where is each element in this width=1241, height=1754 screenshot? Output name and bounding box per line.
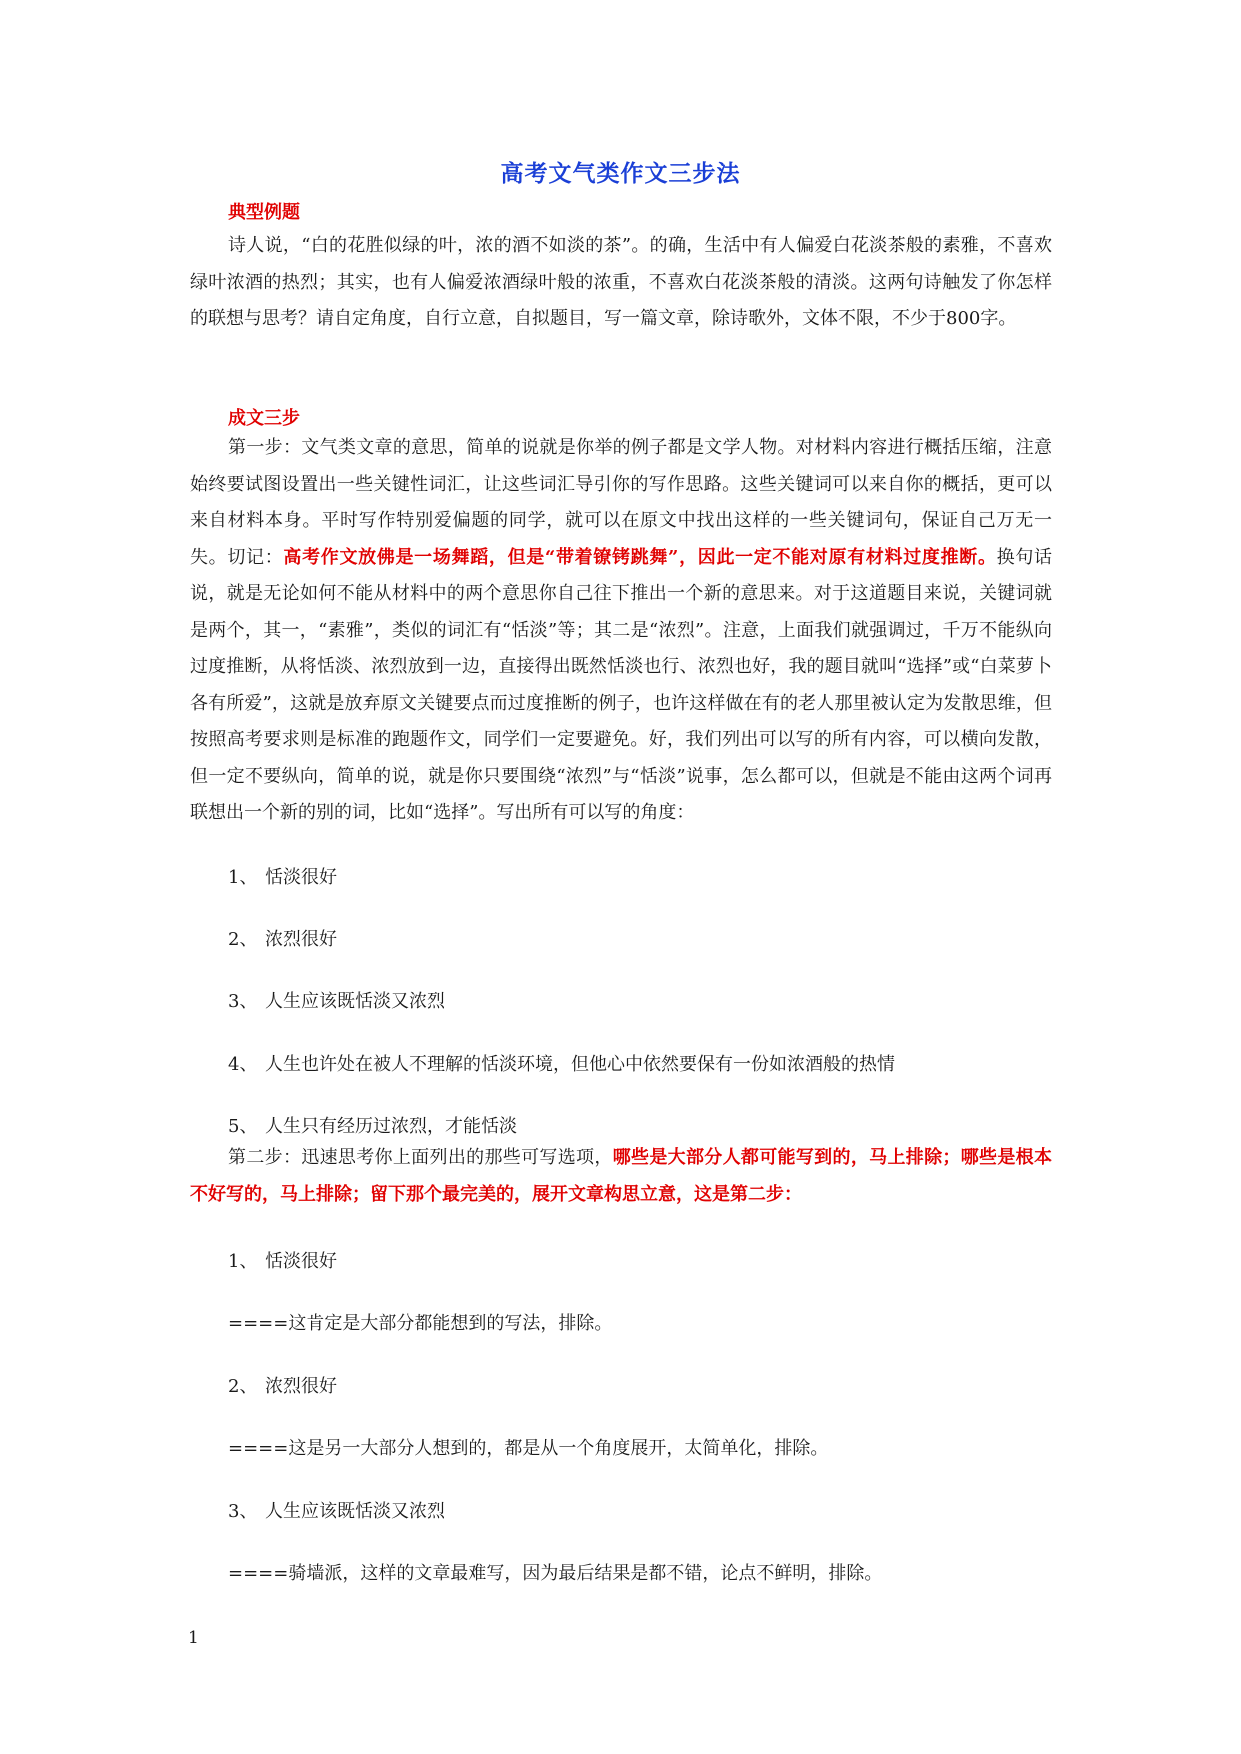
step1-text: 第一步：文气类文章的意思，简单的说就是你举的例子都是文学人物。对材料内容进行概括压缩，注意始终要试图设置出一些关键性词汇，让这些词汇导引你的写作思路。这些关键词可以来自你的概括，更可以来自材料本身。平时写作特别爱偏题的同学，就可以在原文中找出这样的一些关键词句，保证自己万无一失。切记： bbox=[190, 437, 1052, 568]
option-text: 浓烈很好 bbox=[265, 929, 337, 950]
evaluation-option bbox=[228, 1372, 337, 1398]
evaluation-number: 3、 bbox=[228, 1501, 258, 1522]
option-text: 人生应该既恬淡又浓烈 bbox=[265, 991, 445, 1012]
step2-emphasis: 哪些是大部分人都可能写到的，马上排除；哪些是根本不好写的，马上排除；留下那个最完美的，展开文章构思立意，这是第二步： bbox=[190, 1147, 1053, 1205]
step1-text-continued: 换句话说，就是无论如何不能从材料中的两个意思你自己往下推出一个新的意思来。对于这道题目来说，关键词就是两个，其一，“素雅”，类似的词汇有“恬淡”等；其二是“浓烈”。注意，上面我们就强调过，千万不能纵向过度推断，从将恬淡、浓烈放到一边，直接得出既然恬淡也行、浓烈也好，我的题目就叫“选择”或“白菜萝卜各有所爱”，这就是放弃原文关键要点而过度推断的例子，也许这样做在有的老人那里被认定为发散思维，但按照高考要求则是标准的跑题作文，同学们一定要避免。好，我们列出可以写的所有内容，可以横向发散，但一定不要纵向，简单的说，就是你只要围绕“浓烈”与“恬淡”说事，怎么都可以，但就是不能由这两个词再联想出一个新的别的词，比如“选择”。写出所有可以写的角度： bbox=[190, 546, 1053, 823]
evaluation-comment: ====骑墙派，这样的文章最难写，因为最后结果是都不错，论点不鲜明，排除。 bbox=[228, 1563, 883, 1584]
evaluation-number: 2、 bbox=[228, 1376, 258, 1397]
option-text: 人生只有经历过浓烈，才能恬淡 bbox=[265, 1116, 517, 1137]
evaluation-option-text: 恬淡很好 bbox=[265, 1251, 337, 1272]
step1-emphasis: 高考作文放佛是一场舞蹈，但是“带着镣铐跳舞”，因此一定不能对原有材料过度推断。 bbox=[283, 546, 997, 568]
option-number: 4、 bbox=[228, 1054, 258, 1075]
evaluation-option-text: 人生应该既恬淡又浓烈 bbox=[265, 1501, 445, 1522]
section-heading-steps: 成文三步 bbox=[228, 408, 300, 429]
option-item bbox=[228, 987, 445, 1013]
option-text: 人生也许处在被人不理解的恬淡环境，但他心中依然要保有一份如浓酒般的热情 bbox=[265, 1054, 895, 1075]
evaluation-comment: ====这是另一大部分人想到的，都是从一个角度展开，太简单化，排除。 bbox=[228, 1438, 829, 1459]
evaluation-option bbox=[228, 1497, 445, 1523]
option-number: 3、 bbox=[228, 991, 258, 1012]
option-text: 恬淡很好 bbox=[265, 867, 337, 888]
step2-paragraph bbox=[190, 1140, 1052, 1213]
page-number: 1 bbox=[188, 1628, 199, 1648]
step2-text: 第二步：迅速思考你上面列出的那些可写选项， bbox=[228, 1147, 613, 1168]
evaluation-number: 1、 bbox=[228, 1251, 258, 1272]
option-item bbox=[228, 925, 337, 951]
evaluation-option bbox=[228, 1247, 337, 1273]
evaluation-comment: ====这肯定是大部分都能想到的写法，排除。 bbox=[228, 1313, 613, 1334]
option-number: 2、 bbox=[228, 929, 258, 950]
prompt-paragraph: 诗人说，“白的花胜似绿的叶，浓的酒不如淡的茶”。的确，生活中有人偏爱白花淡茶般的素雅，不喜欢绿叶浓酒的热烈；其实，也有人偏爱浓酒绿叶般的浓重，不喜欢白花淡茶般的清淡。这两句诗触发了你怎样的联想与思考？请自定角度，自行立意，自拟题目，写一篇文章，除诗歌外，文体不限，不少于800字。 bbox=[190, 235, 1052, 329]
section-heading-example: 典型例题 bbox=[228, 202, 300, 223]
option-number: 5、 bbox=[228, 1116, 258, 1137]
option-item bbox=[228, 1112, 517, 1138]
option-item bbox=[228, 1050, 895, 1076]
document-title: 高考文气类作文三步法 bbox=[500, 160, 741, 187]
step1-paragraph bbox=[190, 430, 1052, 832]
option-item bbox=[228, 863, 337, 889]
option-number: 1、 bbox=[228, 867, 258, 888]
evaluation-option-text: 浓烈很好 bbox=[265, 1376, 337, 1397]
